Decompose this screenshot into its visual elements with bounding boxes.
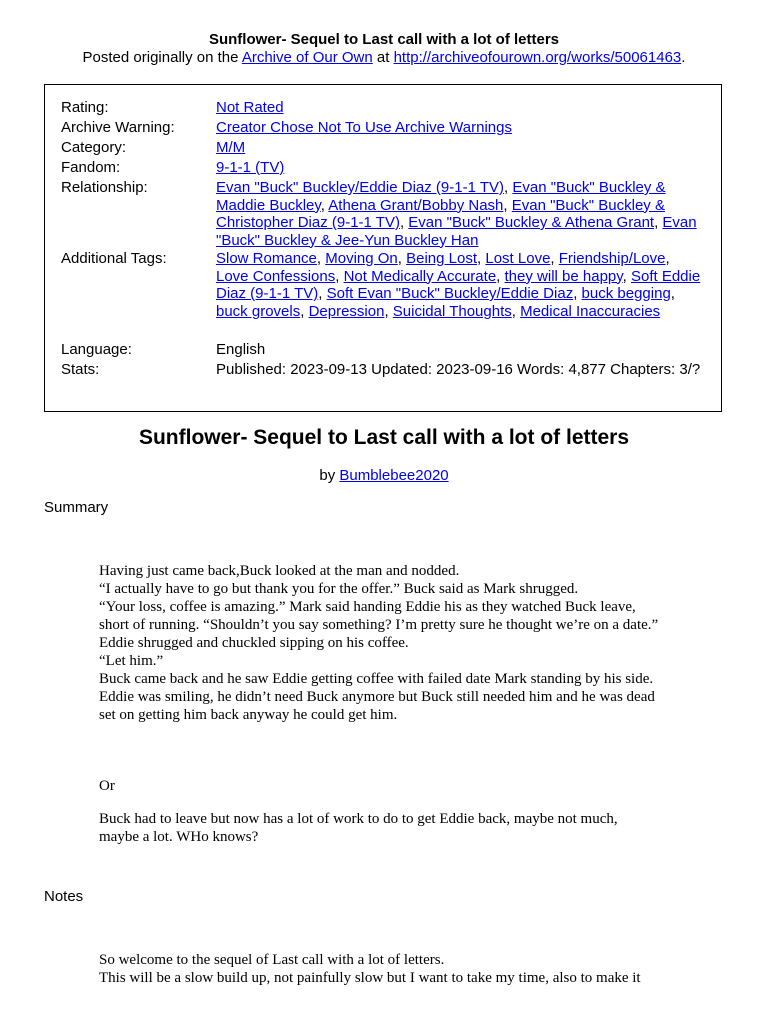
stats-value: Published: 2023-09-13 Updated: 2023-09-16 Words: 4,877 Chapters: 3/?: [216, 361, 701, 378]
freeform-tag[interactable]: they will be happy: [504, 267, 623, 285]
freeform-tag[interactable]: Love Confessions: [216, 267, 336, 285]
summary-paragraph: “Your loss, coffee is amazing.” Mark said handing Eddie his as they watched Buck leave, short of running. “Shouldn’t you say something? I’m pretty sure he thought we’re on a date.”: [99, 599, 659, 633]
category-link[interactable]: M/M: [216, 139, 246, 156]
language-value: English: [216, 341, 266, 358]
summary-body: [99, 562, 659, 724]
notes-body: [99, 951, 679, 987]
notes-line: This will be a slow build up, not painfully slow but I want to take my time, also to make it: [99, 970, 641, 986]
posted-prefix: Posted originally on the: [82, 49, 242, 66]
summary-paragraph: Buck came back and he saw Eddie getting coffee with failed date Mark standing by his side.: [99, 671, 654, 687]
warning-label: Archive Warning:: [61, 119, 175, 136]
at-text: at: [372, 49, 394, 66]
author-link[interactable]: Bumblebee2020: [339, 467, 449, 484]
stats-label: Stats:: [61, 361, 100, 378]
freeform-tag[interactable]: buck begging: [581, 285, 671, 302]
summary-or: Or: [99, 778, 115, 794]
relationship-tag[interactable]: Evan "Buck" Buckley & Jee-Yun Buckley Han: [216, 214, 697, 249]
freeform-tag[interactable]: Depression: [308, 302, 385, 320]
additional-tags: Slow Romance, Moving On, Being Lost, Lost Love, Friendship/Love, Love Confessions, Not Medically Accurate, they will be happy, Soft Eddie Diaz (9-1-1 TV), Soft Evan "Buck" Buckley/Eddie Diaz, buck begging, buck grovels, Depression, Suicidal Thoughts, Medical Inaccuracies: [216, 250, 701, 320]
freeform-tag[interactable]: Being Lost: [406, 250, 478, 267]
fandom-link[interactable]: 9-1-1 (TV): [216, 159, 285, 176]
period: .: [681, 49, 686, 66]
freeform-tag[interactable]: Friendship/Love: [558, 250, 666, 267]
freeform-tag[interactable]: Not Medically Accurate: [343, 267, 497, 285]
summary-paragraph: “Let him.”: [99, 653, 164, 669]
work-metadata-box: [44, 84, 722, 412]
byline: [0, 467, 768, 484]
relationship-tag[interactable]: Evan "Buck" Buckley & Maddie Buckley: [216, 179, 666, 214]
summary-paragraph: Eddie shrugged and chuckled sipping on his coffee.: [99, 635, 409, 651]
freeform-tag[interactable]: Soft Eddie Diaz (9-1-1 TV): [216, 267, 701, 302]
rating-link[interactable]: Not Rated: [216, 99, 284, 116]
freeform-tag[interactable]: Medical Inaccuracies: [520, 302, 661, 320]
archive-link[interactable]: Archive of Our Own: [241, 49, 373, 66]
relationship-tag[interactable]: Evan "Buck" Buckley/Eddie Diaz (9-1-1 TV): [216, 179, 504, 196]
relationship-tag[interactable]: Evan "Buck" Buckley & Christopher Diaz (9-1-1 TV): [216, 196, 665, 231]
summary-paragraph: Having just came back,Buck looked at the man and nodded.: [99, 563, 460, 579]
relationship-tag[interactable]: Evan "Buck" Buckley & Athena Grant: [408, 214, 655, 231]
summary-closing: Buck had to leave but now has a lot of work to do to get Eddie back, maybe not much, maybe a lot. WHo knows?: [99, 811, 618, 845]
summary-heading: Summary: [44, 499, 109, 516]
notes-heading: Notes: [44, 888, 84, 905]
additional-tags-label: Additional Tags:: [61, 250, 167, 267]
warning-link[interactable]: Creator Chose Not To Use Archive Warnings: [216, 119, 512, 136]
fandom-label: Fandom:: [61, 159, 121, 176]
freeform-tag[interactable]: buck grovels: [216, 302, 301, 320]
language-label: Language:: [61, 341, 132, 358]
header-title: Sunflower- Sequel to Last call with a lot of letters: [208, 31, 560, 48]
relationship-tags: Evan "Buck" Buckley/Eddie Diaz (9-1-1 TV), Evan "Buck" Buckley & Maddie Buckley, Athena Grant/Bobby Nash, Evan "Buck" Buckley & Christopher Diaz (9-1-1 TV), Evan "Buck" Buckley & Athena Grant, Evan "Buck" Buckley & Jee-Yun Buckley Han: [216, 179, 697, 249]
summary-paragraph: Eddie was smiling, he didn’t need Buck anymore but Buck still needed him and he was dead set on getting him back anyway he could get him.: [99, 689, 655, 723]
freeform-tag[interactable]: Moving On: [325, 250, 398, 267]
notes-line: So welcome to the sequel of Last call with a lot of letters.: [99, 952, 445, 968]
relationship-label: Relationship:: [61, 179, 148, 196]
relationship-tag[interactable]: Athena Grant/Bobby Nash: [328, 196, 504, 214]
work-url-link[interactable]: http://archiveofourown.org/works/50061463: [393, 49, 682, 66]
summary-paragraph: “I actually have to go but thank you for the offer.” Buck said as Mark shrugged.: [99, 581, 579, 597]
document-header: [0, 31, 768, 67]
category-label: Category:: [61, 139, 127, 156]
freeform-tag[interactable]: Lost Love: [485, 250, 551, 267]
by-text: by: [319, 467, 340, 484]
rating-label: Rating:: [61, 99, 109, 116]
posted-line: [0, 49, 768, 67]
freeform-tag[interactable]: Slow Romance: [216, 250, 317, 267]
freeform-tag[interactable]: Suicidal Thoughts: [392, 302, 512, 320]
freeform-tag[interactable]: Soft Evan "Buck" Buckley/Eddie Diaz: [326, 285, 574, 302]
work-title: Sunflower- Sequel to Last call with a lot of letters: [138, 426, 630, 449]
